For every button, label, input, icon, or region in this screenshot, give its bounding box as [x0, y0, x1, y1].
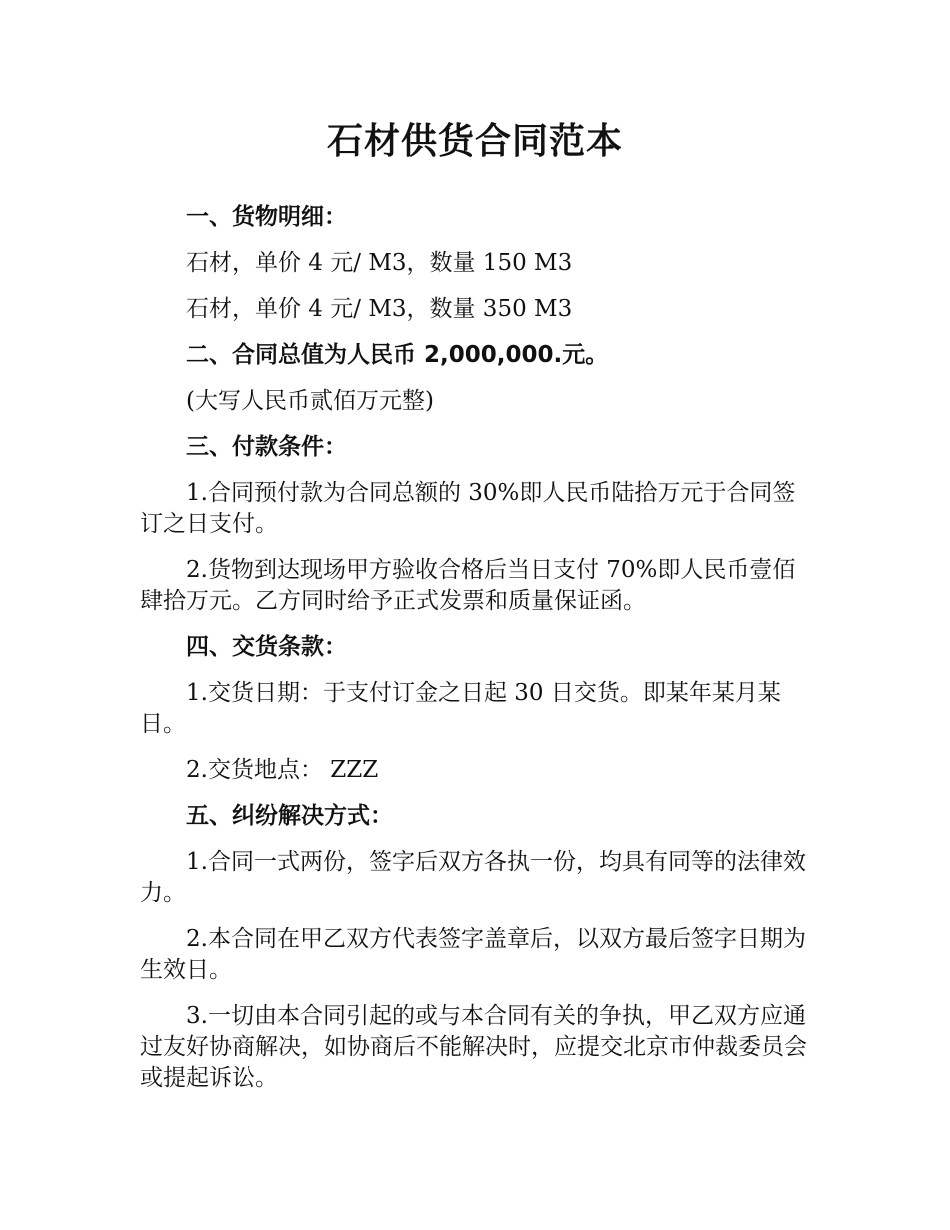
- dispute-clause: 3.一切由本合同引起的或与本合同有关的争执，甲乙双方应通过友好协商解决，如协商后不能解决时，应提交北京市仲裁委员会或提起诉讼。: [140, 1003, 807, 1091]
- document-body: [140, 202, 812, 1109]
- dispute-clause: 2.本合同在甲乙双方代表签字盖章后，以双方最后签字日期为生效日。: [140, 926, 806, 983]
- delivery-clause: 2.交货地点： ZZZ: [186, 757, 379, 783]
- section-heading-delivery: 四、交货条款：: [186, 634, 347, 660]
- goods-line: 石材，单价 4 元/ M3，数量 350 M3: [186, 296, 573, 322]
- total-uppercase-note: (大写人民币贰佰万元整): [186, 388, 434, 414]
- section-heading-payment: 三、付款条件：: [186, 434, 347, 460]
- section-heading-dispute: 五、纠纷解决方式：: [186, 803, 393, 829]
- document-title: 石材供货合同范本: [326, 121, 623, 162]
- payment-clause: 2.货物到达现场甲方验收合格后当日支付 70%即人民币壹佰肆拾万元。乙方同时给予正式发票和质量保证函。: [140, 557, 796, 614]
- goods-line: 石材，单价 4 元/ M3，数量 150 M3: [186, 250, 573, 276]
- section-heading-total: 二、合同总值为人民币 2,000,000.元。: [186, 342, 609, 368]
- delivery-clause: 1.交货日期：于支付订金之日起 30 日交货。即某年某月某日。: [140, 680, 781, 737]
- dispute-clause: 1.合同一式两份，签字后双方各执一份，均具有同等的法律效力。: [140, 849, 806, 906]
- payment-clause: 1.合同预付款为合同总额的 30%即人民币陆拾万元于合同签订之日支付。: [140, 480, 796, 537]
- section-heading-goods: 一、货物明细：: [186, 204, 347, 230]
